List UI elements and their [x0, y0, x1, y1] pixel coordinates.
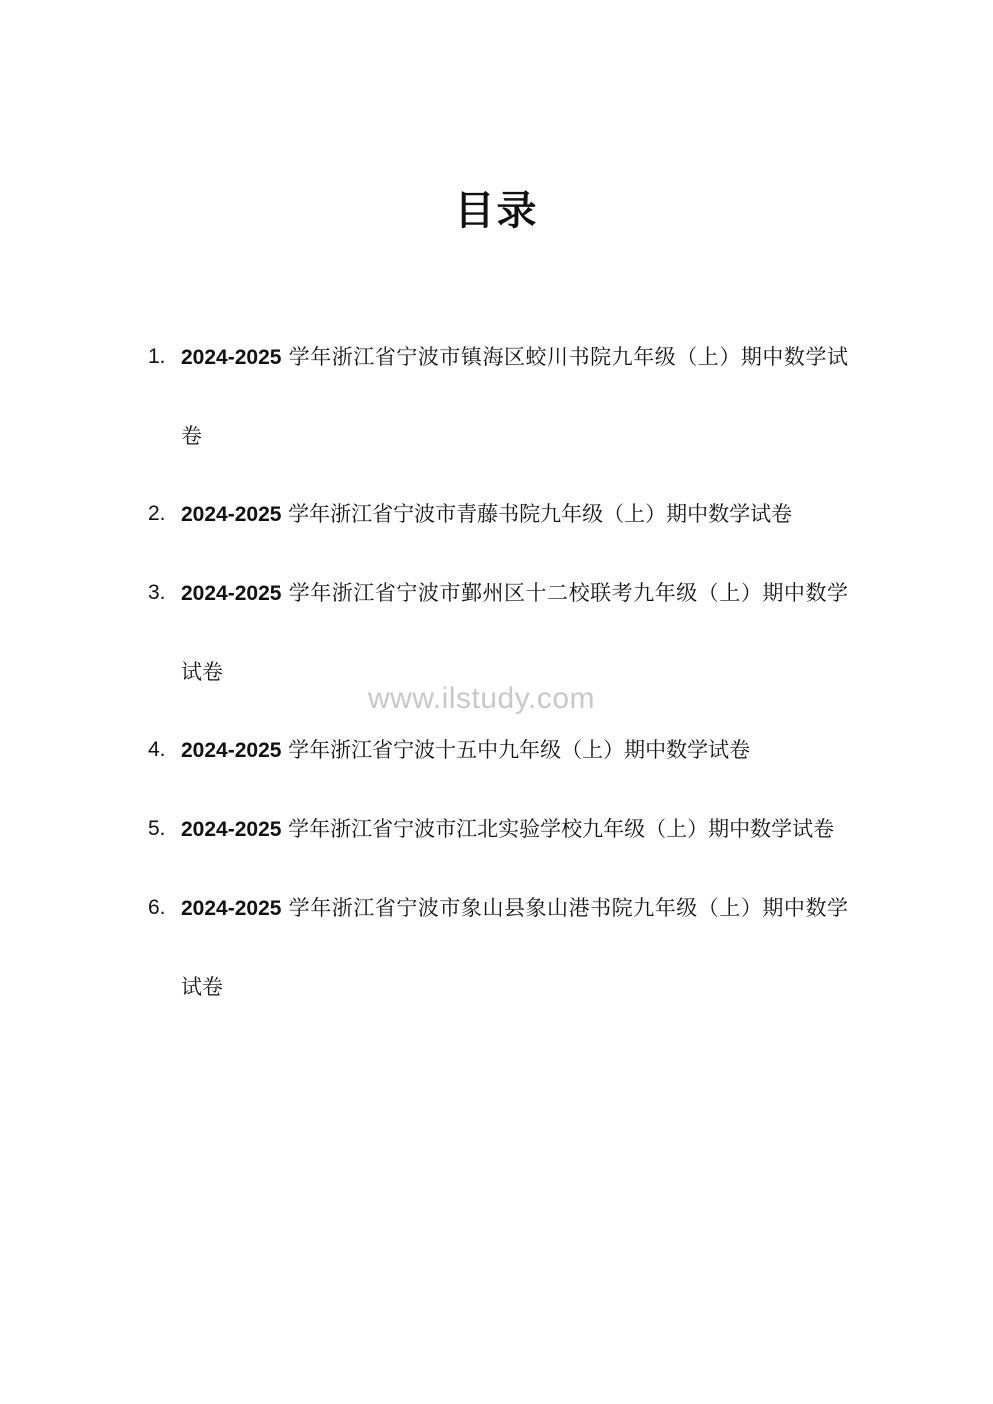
toc-number: 6.	[148, 896, 166, 919]
toc-item-3[interactable]	[148, 554, 848, 711]
toc-year: 2024-2025	[181, 897, 282, 920]
watermark-text: www.ilstudy.com	[368, 682, 595, 715]
toc-year: 2024-2025	[181, 582, 282, 605]
toc-title: 学年浙江省宁波市鄞州区十二校联考九年级（上）期中数学试卷	[181, 581, 848, 684]
toc-item-5[interactable]	[148, 790, 848, 869]
toc-number: 5.	[148, 817, 166, 840]
toc-item-1[interactable]	[148, 318, 848, 475]
toc-item-2[interactable]	[148, 475, 848, 554]
toc-entry-text	[181, 554, 848, 711]
toc-number: 4.	[148, 738, 166, 761]
toc-item-4[interactable]	[148, 711, 848, 790]
toc-entry-text	[181, 711, 848, 790]
table-of-contents	[148, 318, 848, 1026]
toc-title: 学年浙江省宁波市青藤书院九年级（上）期中数学试卷	[288, 502, 793, 526]
toc-year: 2024-2025	[181, 503, 282, 526]
toc-entry-text	[181, 475, 848, 554]
toc-number: 2.	[148, 502, 166, 525]
toc-title: 学年浙江省宁波市象山县象山港书院九年级（上）期中数学试卷	[181, 896, 848, 999]
toc-item-6[interactable]	[148, 869, 848, 1026]
toc-year: 2024-2025	[181, 739, 282, 762]
toc-title: 学年浙江省宁波市镇海区蛟川书院九年级（上）期中数学试卷	[181, 345, 848, 448]
toc-year: 2024-2025	[181, 346, 282, 369]
toc-title: 学年浙江省宁波十五中九年级（上）期中数学试卷	[288, 738, 751, 762]
toc-entry-text	[181, 318, 848, 475]
toc-number: 1.	[148, 345, 166, 368]
toc-entry-text	[181, 869, 848, 1026]
toc-entry-text	[181, 790, 848, 869]
page-title: 目录	[454, 186, 539, 234]
toc-title: 学年浙江省宁波市江北实验学校九年级（上）期中数学试卷	[288, 817, 835, 841]
toc-number: 3.	[148, 581, 166, 604]
toc-year: 2024-2025	[181, 818, 282, 841]
